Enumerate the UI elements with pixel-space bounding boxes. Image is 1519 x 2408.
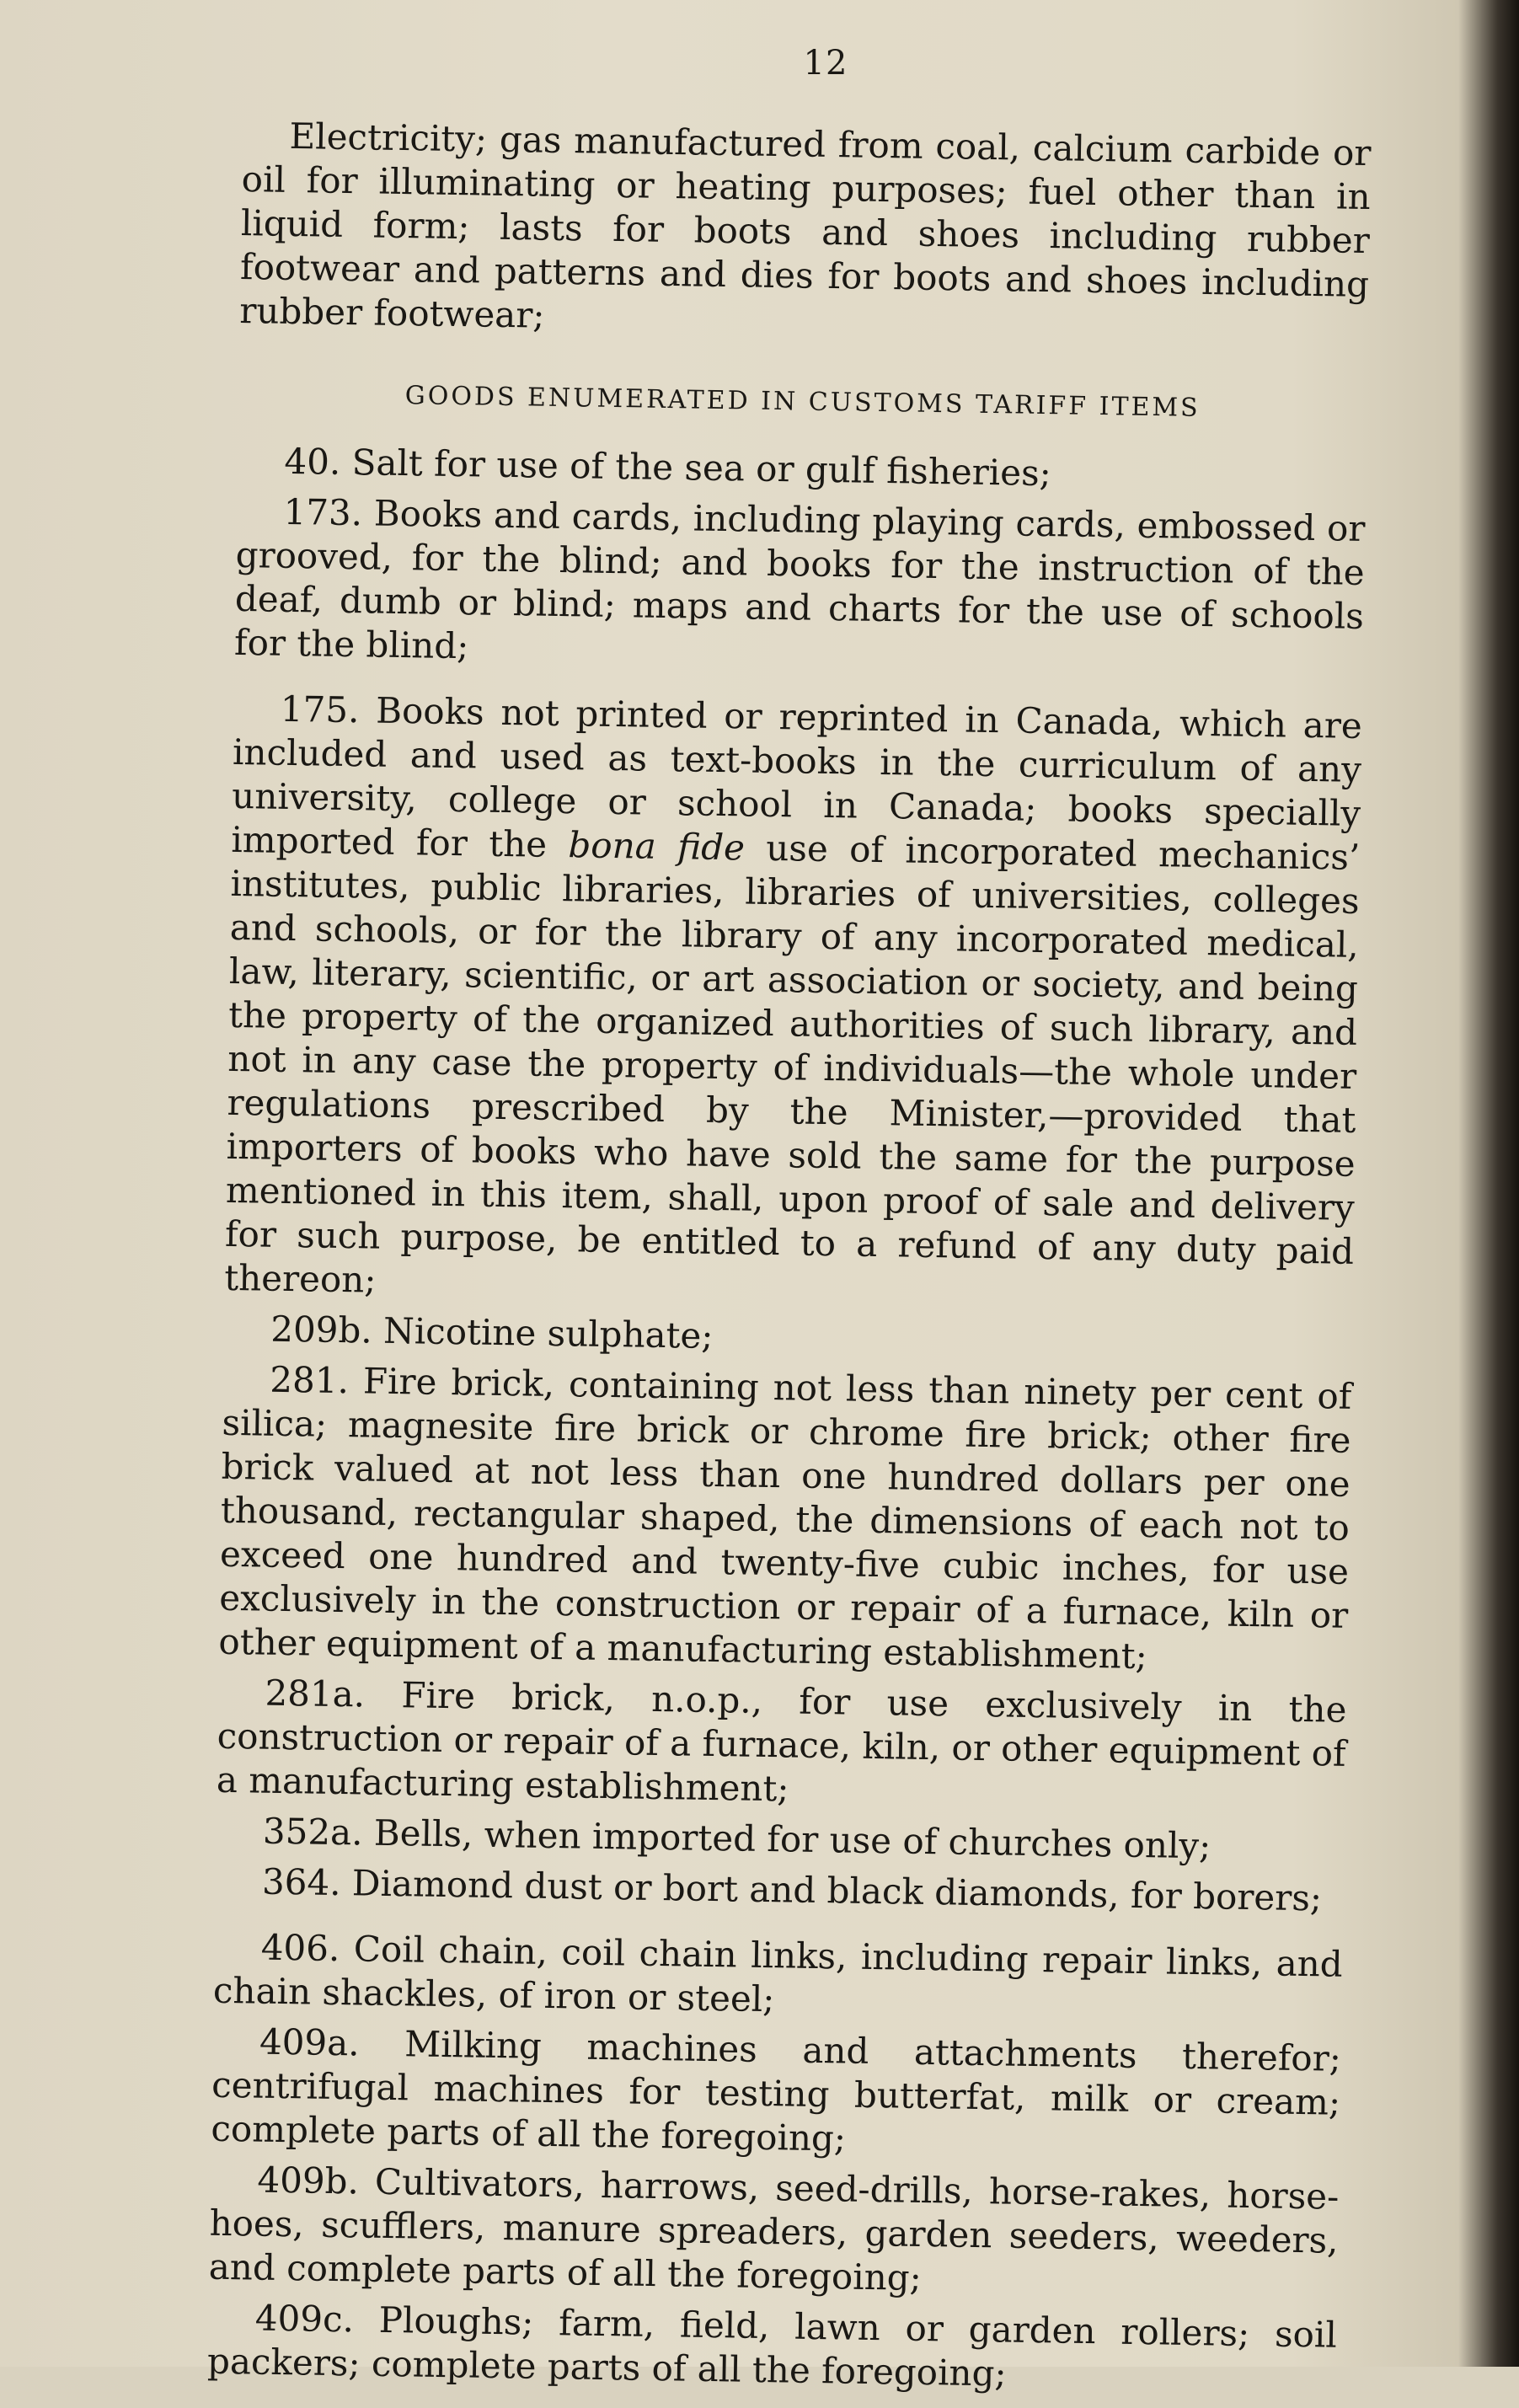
item-text-part: Books not printed or reprinted in Canada, which are included and used as text-books in the curriculum of any university, college or school in Canada; books specially imported for the: [231, 689, 1363, 866]
item-text: Nicotine sulphate;: [382, 1309, 714, 1357]
item-number: 175.: [280, 688, 360, 731]
intro-paragraph: Electricity; gas manufactured from coal, calcium carbide or oil for illuminating or heating purposes; fuel other than in liquid form; lasts for boots and shoes including rubber footwear and patterns and dies for boots and shoes including rubber footwear;: [238, 115, 1372, 336]
tariff-item-352a: [216, 1809, 1345, 1870]
item-number: 409b.: [257, 2159, 360, 2202]
tariff-item-409a: [211, 2020, 1341, 2169]
item-number: 281.: [270, 1358, 350, 1402]
item-number: 364.: [261, 1860, 341, 1904]
item-text: Cultivators, harrows, seed-drills, horse-rakes, horse-hoes, scufflers, manure spreaders, garden seeders, weeders, and complete parts of all the foregoing;: [208, 2160, 1340, 2298]
page-text: [207, 114, 1372, 2408]
tariff-item-173: [234, 490, 1366, 682]
tariff-item-175: [224, 687, 1362, 1318]
item-text: Books and cards, including playing cards, embossed or grooved, for the blind; and books for the instruction of the deaf, dumb or blind; maps and charts for the use of schools for the blind;: [233, 492, 1366, 667]
tariff-item-406: [213, 1925, 1343, 2031]
item-number: 173.: [283, 490, 363, 534]
tariff-item-364: [215, 1860, 1345, 1921]
item-number: 209b.: [270, 1308, 373, 1351]
item-text: Salt for use of the sea or gulf fisheries;: [351, 441, 1052, 495]
page-number: 12: [803, 44, 848, 83]
tariff-item-40: [237, 439, 1367, 500]
tariff-item-209b: [223, 1307, 1353, 1368]
item-number: 281a.: [265, 1672, 366, 1715]
item-text: Coil chain, coil chain links, including repair links, and chain shackles, of iron or steel;: [212, 1928, 1344, 2020]
item-number: 352a.: [262, 1810, 363, 1854]
section-heading: GOODS ENUMERATED IN CUSTOMS TARIFF ITEMS: [404, 381, 1201, 423]
tariff-item-281a: [217, 1671, 1347, 1820]
item-text: Ploughs; farm, field, lawn or garden rollers; soil packers; complete parts of all the foregoing;: [206, 2298, 1338, 2395]
item-number: 409c.: [254, 2297, 355, 2341]
item-number: 40.: [284, 440, 341, 483]
item-text-italic: bona fide: [568, 824, 746, 869]
item-text: Diamond dust or bort and black diamonds, for borers;: [351, 1862, 1323, 1919]
tariff-item-409b: [208, 2158, 1339, 2307]
item-text: Milking machines and attachments therefor; centrifugal machines for testing butterfat, milk or cream; complete parts of all the foregoing;: [211, 2023, 1342, 2159]
item-number: 409a.: [259, 2020, 360, 2064]
tariff-item-409c: [207, 2296, 1337, 2401]
tariff-item-281: [218, 1357, 1352, 1682]
item-text: Fire brick, containing not less than ninety per cent of silica; magnesite fire brick or chrome fire brick; other fire brick valued at not less than one hundred dollars per one thousand, rectangular shaped, the dimensions of each not to exceed one hundred and twenty-five cubic inches, for use exclusively in the construction or repair of a furnace, kiln or other equipment of a manufacturing establishment;: [218, 1360, 1352, 1678]
item-number: 406.: [260, 1926, 340, 1970]
item-text: Fire brick, n.o.p., for use exclusively in the construction or repair of a furnace, kiln, or other equipment of a manufacturing establishment;: [216, 1674, 1347, 1810]
item-text-part: use of incorporated mechanics’ institutes, public libraries, libraries of universities, colleges and schools, or for the library of any incorporated medical, law, literary, scientific, or art association or society, and being the property of the organized authorities of such library, and not in any case the property of individuals—the whole under regulations prescribed by the Minister,—provided that importers of books who have sold the same for the purpose mentioned in this item, shall, upon proof of sale and delivery for such purpose, be entitled to a refund of any duty paid thereon;: [223, 827, 1361, 1301]
item-text: Bells, when imported for use of churches only;: [373, 1811, 1211, 1867]
